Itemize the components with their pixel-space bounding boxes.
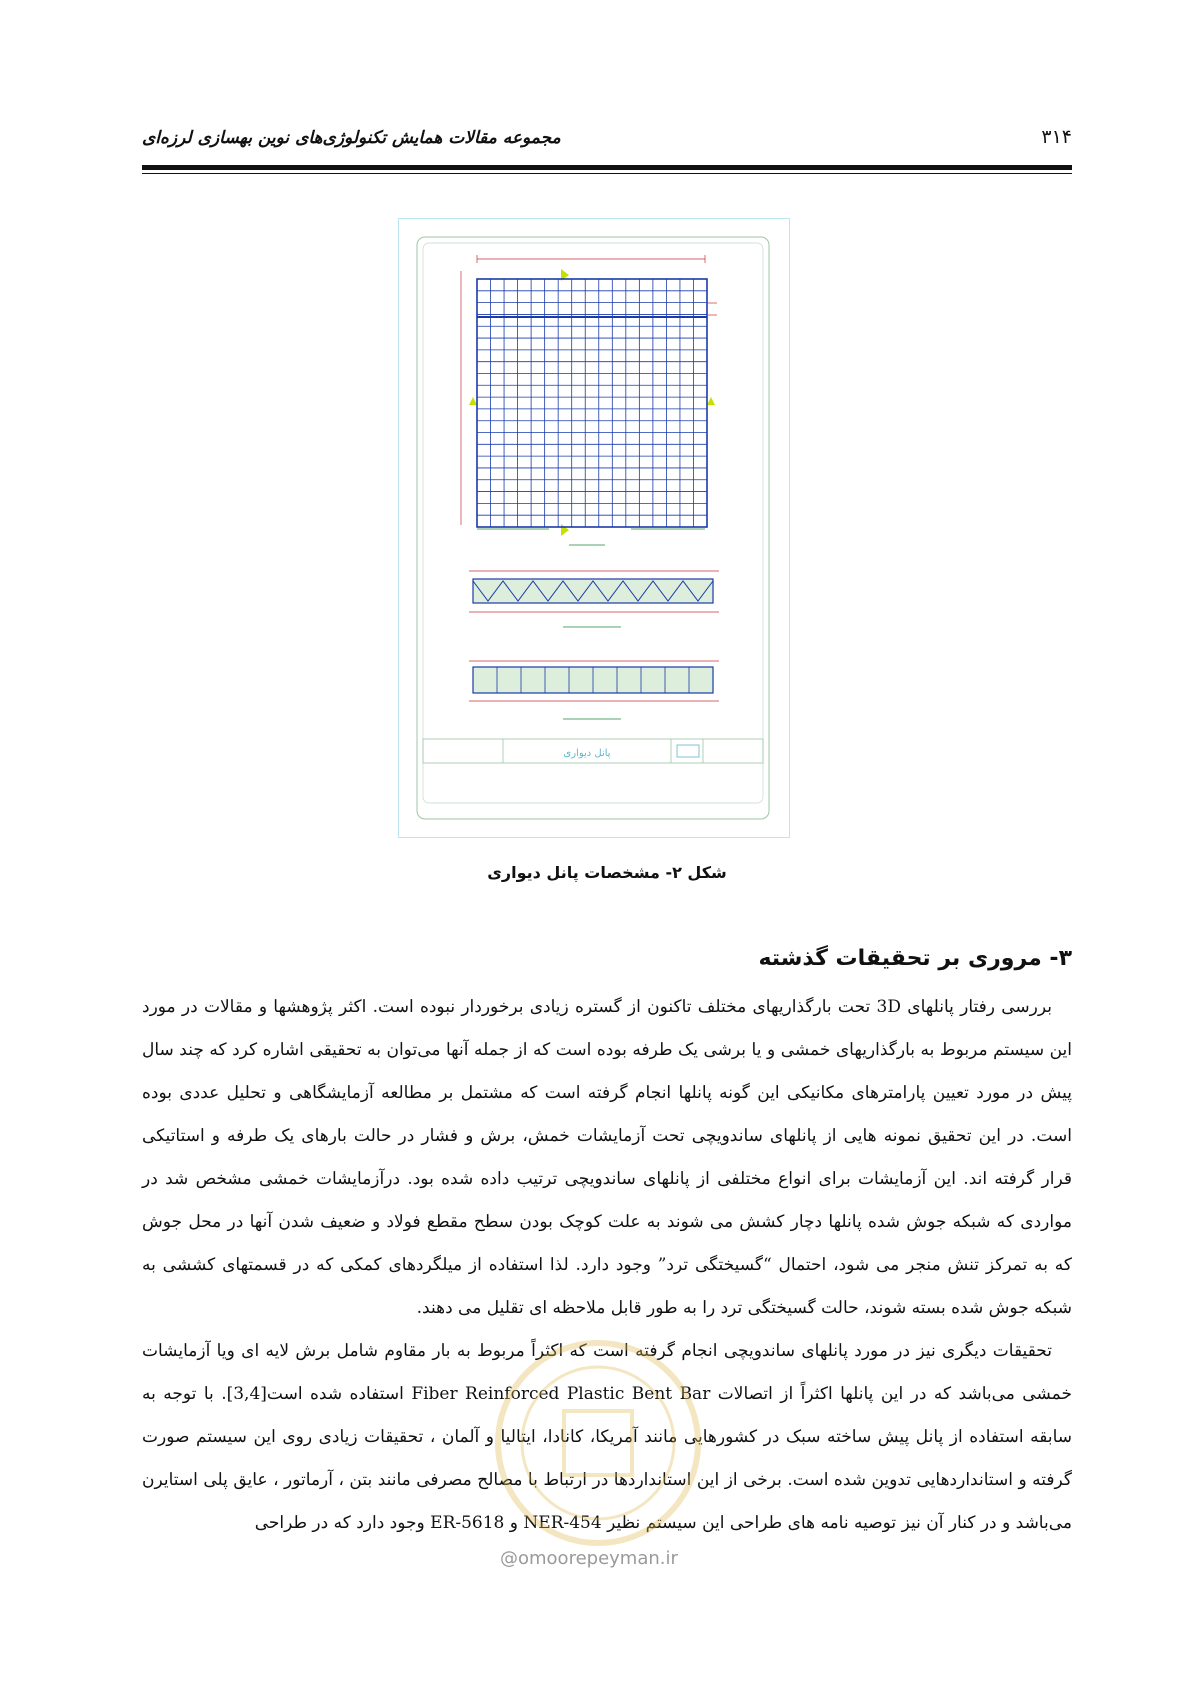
watermark-text: @omoorepeyman.ir <box>500 1548 678 1569</box>
journal-title: مجموعه مقالات همایش تکنولوژی‌های نوین بهسازی لرزه‌ای <box>142 128 561 148</box>
section-marker-left <box>469 397 477 405</box>
watermark-seal <box>478 1325 718 1575</box>
paragraph-1: بررسی رفتار پانلهای 3D تحت بارگذاریهای مختلف تاکنون از گستره زیادی برخوردار نبوده است. اکثر پژوهشها و مقالات در مورد این سیستم مربوط به بارگذاریهای خمشی و یا برشی یک طرفه بوده است که از جمله آنها می‌توان به تحقیقی اشاره کرد که چند سال پیش در مورد تعیین پارامترهای مکانیکی این گونه پانلها انجام گرفته است که مشتمل بر مطالعه آزمایشگاهی و تحلیل عددی بوده است. در این تحقیق نمونه هایی از پانلهای ساندویچی تحت آزمایشات خمش، برش و فشار در حالت بارهای یک طرفه و استاتیکی قرار گرفته اند. این آزمایشات برای انواع مختلفی از پانلهای ساندویچی ترتیب داده شده بود. درآزمایشات خمشی مشخص شد در مواردی که شبکه جوش شده پانلها دچار کشش می شوند به علت کوچک بودن سطح مقطع فولاد و ضعیف شدن آنها در محل جوش که به تمرکز تنش منجر می شود، احتمال “گسیختگی ترد” وجود دارد. لذا استفاده از میلگردهای کمکی که در قسمتهای کششی به شبکه جوش شده بسته شوند، حالت گسیختگی ترد را به طور قابل ملاحظه ای تقلیل می دهند. <box>142 997 1072 1318</box>
section-marker-right <box>707 397 715 405</box>
section-marker-bottom <box>561 524 569 536</box>
page-header <box>142 120 1072 162</box>
paragraph-2: تحقیقات دیگری نیز در مورد پانلهای ساندویچی انجام گرفته است که اکثراً مربوط به بار مقاوم شامل برش لایه ای ویا آزمایشات خمشی می‌باشد که در این پانلها اکثراً از اتصالات Fiber Reinforced Plastic Bent Bar استفاده شده است[3,4]. با توجه به سابقه استفاده از پانل پیش ساخته سبک در کشورهایی مانند آمریکا، کانادا، ایتالیا و آلمان ، تحقیقات زیادی روی این سیستم صورت گرفته و استانداردهایی تدوین شده است. برخی از این استانداردها در ارتباط با مصالح مصرفی مانند بتن ، آرماتور ، عایق پلی استایرن می‌باشد و در کنار آن نیز توصیه نامه های طراحی این سیستم نظیر NER-454 و ER-5618 وجود دارد که در طراحی <box>142 1341 1072 1533</box>
section-heading: ۳- مروری بر تحقیقات گذشته <box>758 946 1072 971</box>
header-rule-thin <box>142 173 1072 174</box>
panel-title: پانل دیواری <box>563 748 611 759</box>
figure-caption: شکل ۲- مشخصات پانل دیواری <box>487 863 727 882</box>
header-rule-thick <box>142 165 1072 170</box>
page-number: ۳۱۴ <box>1041 126 1072 148</box>
logo-mark <box>677 745 699 757</box>
figure-panel-drawing <box>398 218 790 838</box>
truss-section <box>473 579 713 603</box>
panel-drawing-svg <box>399 219 789 837</box>
sheet-border <box>417 237 769 819</box>
